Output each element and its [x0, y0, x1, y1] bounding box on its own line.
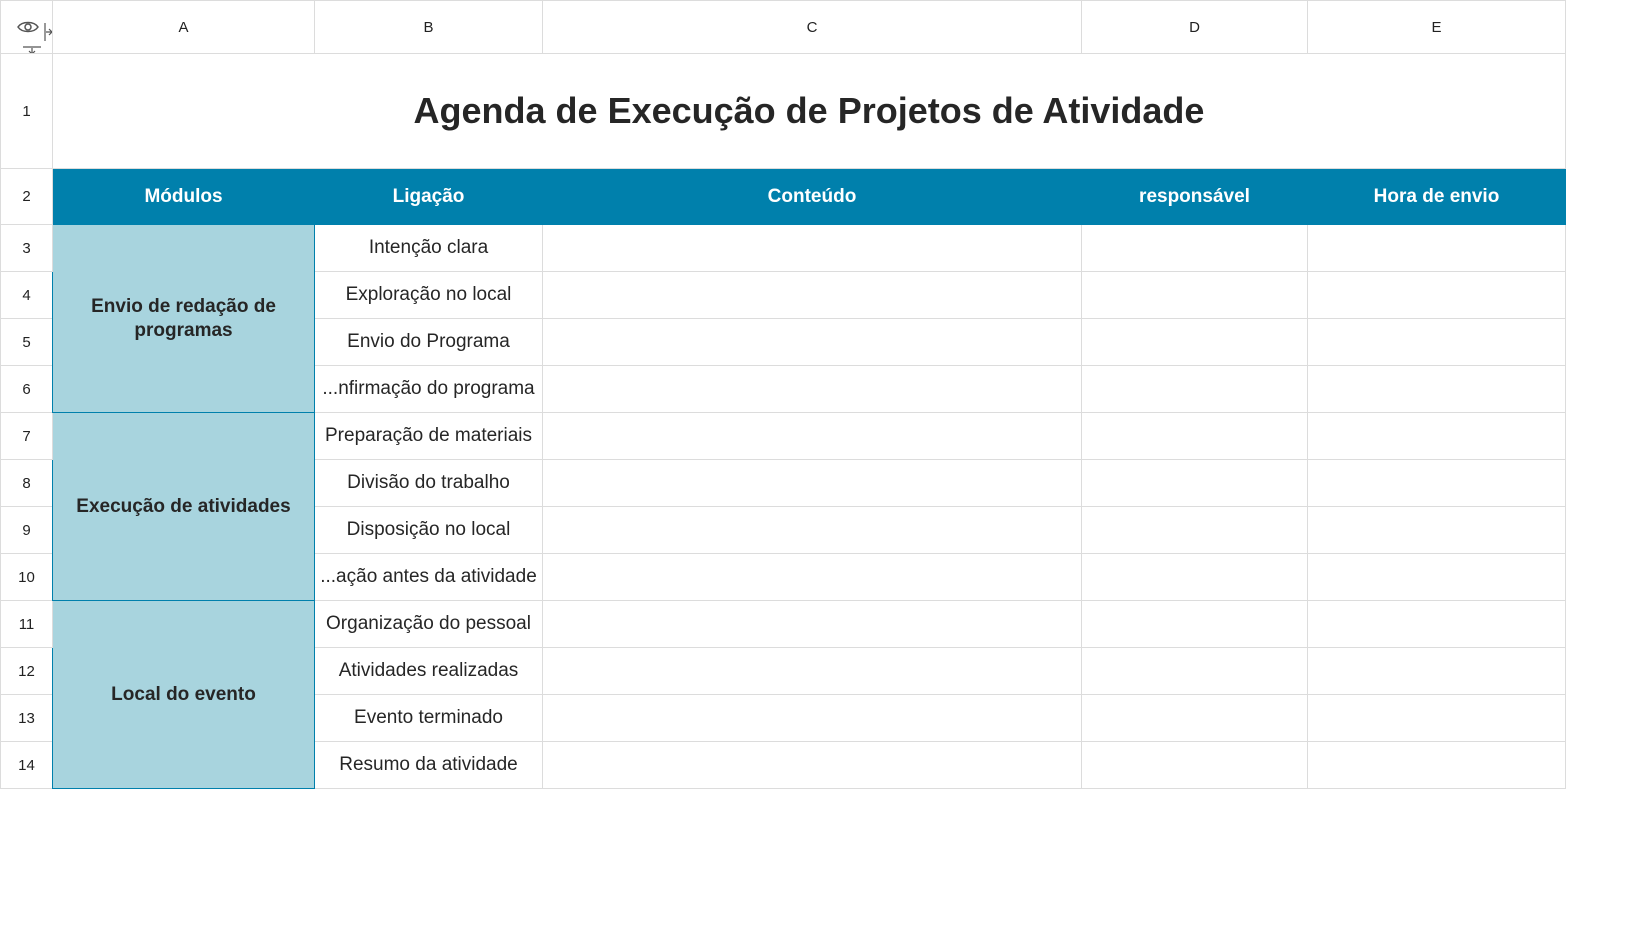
send-time-cell[interactable] — [1308, 225, 1566, 272]
row-number[interactable]: 9 — [1, 507, 53, 554]
link-cell[interactable]: ...ação antes da atividade — [315, 554, 543, 601]
content-cell[interactable] — [543, 742, 1082, 789]
send-time-cell[interactable] — [1308, 648, 1566, 695]
send-time-cell[interactable] — [1308, 319, 1566, 366]
column-header-row — [1, 1, 1566, 54]
content-cell[interactable] — [543, 695, 1082, 742]
link-cell[interactable]: Divisão do trabalho — [315, 460, 543, 507]
freeze-rows-icon[interactable] — [21, 45, 43, 54]
responsible-cell[interactable] — [1082, 319, 1308, 366]
header-send-time[interactable]: Hora de envio — [1308, 169, 1566, 225]
content-cell[interactable] — [543, 648, 1082, 695]
content-cell[interactable] — [543, 319, 1082, 366]
responsible-cell[interactable] — [1082, 413, 1308, 460]
content-cell[interactable] — [543, 601, 1082, 648]
send-time-cell[interactable] — [1308, 460, 1566, 507]
link-cell[interactable]: Resumo da atividade — [315, 742, 543, 789]
responsible-cell[interactable] — [1082, 742, 1308, 789]
sheet-row — [1, 169, 1566, 225]
responsible-cell[interactable] — [1082, 601, 1308, 648]
content-cell[interactable] — [543, 507, 1082, 554]
content-cell[interactable] — [543, 460, 1082, 507]
link-cell[interactable]: Disposição no local — [315, 507, 543, 554]
eye-icon[interactable] — [17, 19, 39, 39]
row-number[interactable]: 2 — [1, 169, 53, 225]
module-cell[interactable]: Local do evento — [53, 601, 315, 789]
responsible-cell[interactable] — [1082, 507, 1308, 554]
row-number[interactable]: 14 — [1, 742, 53, 789]
sheet-corner — [1, 1, 53, 54]
column-header-c[interactable]: C — [543, 1, 1082, 54]
row-number[interactable]: 12 — [1, 648, 53, 695]
table-row — [1, 413, 1566, 460]
send-time-cell[interactable] — [1308, 695, 1566, 742]
link-cell[interactable]: Preparação de materiais — [315, 413, 543, 460]
link-cell[interactable]: Envio do Programa — [315, 319, 543, 366]
send-time-cell[interactable] — [1308, 413, 1566, 460]
responsible-cell[interactable] — [1082, 225, 1308, 272]
column-header-a[interactable]: A — [53, 1, 315, 54]
column-header-b[interactable]: B — [315, 1, 543, 54]
content-cell[interactable] — [543, 413, 1082, 460]
send-time-cell[interactable] — [1308, 554, 1566, 601]
responsible-cell[interactable] — [1082, 460, 1308, 507]
responsible-cell[interactable] — [1082, 648, 1308, 695]
content-cell[interactable] — [543, 272, 1082, 319]
module-cell[interactable]: Envio de redação de programas — [53, 225, 315, 413]
row-number[interactable]: 3 — [1, 225, 53, 272]
header-link[interactable]: Ligação — [315, 169, 543, 225]
row-number[interactable]: 8 — [1, 460, 53, 507]
column-header-e[interactable]: E — [1308, 1, 1566, 54]
header-content[interactable]: Conteúdo — [543, 169, 1082, 225]
sheet-row — [1, 54, 1566, 169]
link-cell[interactable]: Evento terminado — [315, 695, 543, 742]
responsible-cell[interactable] — [1082, 695, 1308, 742]
column-header-d[interactable]: D — [1082, 1, 1308, 54]
responsible-cell[interactable] — [1082, 366, 1308, 413]
responsible-cell[interactable] — [1082, 272, 1308, 319]
row-number[interactable]: 7 — [1, 413, 53, 460]
send-time-cell[interactable] — [1308, 366, 1566, 413]
content-cell[interactable] — [543, 554, 1082, 601]
header-responsible[interactable]: responsável — [1082, 169, 1308, 225]
header-modules[interactable]: Módulos — [53, 169, 315, 225]
row-number[interactable]: 5 — [1, 319, 53, 366]
row-number[interactable]: 13 — [1, 695, 53, 742]
content-cell[interactable] — [543, 366, 1082, 413]
row-number[interactable]: 11 — [1, 601, 53, 648]
link-cell[interactable]: Intenção clara — [315, 225, 543, 272]
send-time-cell[interactable] — [1308, 507, 1566, 554]
row-number[interactable]: 4 — [1, 272, 53, 319]
table-row — [1, 225, 1566, 272]
freeze-columns-icon[interactable] — [43, 21, 53, 47]
link-cell[interactable]: Organização do pessoal — [315, 601, 543, 648]
link-cell[interactable]: Exploração no local — [315, 272, 543, 319]
row-number[interactable]: 1 — [1, 54, 53, 169]
module-cell[interactable]: Execução de atividades — [53, 413, 315, 601]
table-row — [1, 601, 1566, 648]
send-time-cell[interactable] — [1308, 272, 1566, 319]
row-number[interactable]: 10 — [1, 554, 53, 601]
send-time-cell[interactable] — [1308, 601, 1566, 648]
link-cell[interactable]: Atividades realizadas — [315, 648, 543, 695]
responsible-cell[interactable] — [1082, 554, 1308, 601]
send-time-cell[interactable] — [1308, 742, 1566, 789]
content-cell[interactable] — [543, 225, 1082, 272]
row-number[interactable]: 6 — [1, 366, 53, 413]
link-cell[interactable]: ...nfirmação do programa — [315, 366, 543, 413]
sheet-title[interactable]: Agenda de Execução de Projetos de Atividade — [53, 54, 1566, 169]
